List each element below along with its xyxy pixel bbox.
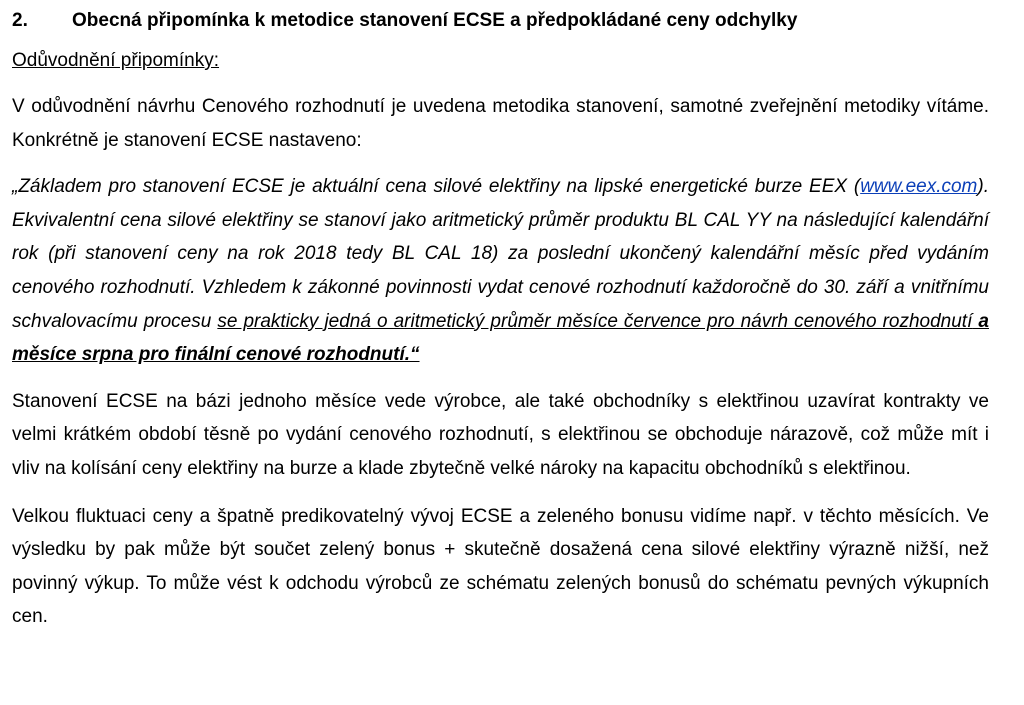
quote-bold-underlined-text: a měsíce srpna pro finální cenové rozhodnutí.“: [12, 310, 989, 366]
quote-text-start: „Základem pro stanovení ECSE je aktuální cena silové elektřiny na lipské energetické burze EEX (: [12, 176, 861, 198]
justification-subheading: Odůvodnění připomínky:: [12, 50, 220, 71]
methodology-quote: [12, 170, 989, 372]
body-paragraph-ecse: Stanovení ECSE na bázi jednoho měsíce vede výrobce, ale také obchodníky s elektřinou uzavírat kontrakty ve velmi krátkém období těsně po vydání cenového rozhodnutí, s elektřinou se obchoduje nárazově, což může mít i vliv na kolísání ceny elektřiny na burze a klade zbytečně velké nároky na kapacitu obchodníků s elektřinou.: [12, 390, 989, 479]
eex-link[interactable]: www.eex.com: [860, 176, 978, 198]
body-paragraph-fluctuation: Velkou fluktuaci ceny a špatně predikovatelný vývoj ECSE a zeleného bonusu vidíme např. v těchto měsících. Ve výsledku by pak může být součet zelený bonus + skutečně dosažená cena silové elektřiny výrazně nižší, než povinný výkup. To může vést k odchodu výrobců ze schématu zelených bonusů do schématu pevných výkupních cen.: [12, 505, 989, 628]
quote-text-middle: ). Ekvivalentní cena silové elektřiny se stanoví jako aritmetický průměr produktu BL CAL YY na následující kalendářní rok (při stanovení ceny na rok 2018 tedy BL CAL 18) za poslední ukončený kalendářní měsíc před vydáním cenového rozhodnutí. Vzhledem k zákonné povinnosti vydat cenové rozhodnutí každoročně do 30. září a vnitřnímu schvalovacímu procesu: [12, 176, 989, 332]
section-title: Obecná připomínka k metodice stanovení ECSE a předpokládané ceny odchylky: [72, 10, 798, 31]
section-number: 2.: [12, 10, 28, 31]
section-heading: [12, 8, 989, 34]
quote-underlined-text: se prakticky jedná o aritmetický průměr měsíce července pro návrh cenového rozhodnutí: [217, 310, 973, 332]
intro-paragraph: V odůvodnění návrhu Cenového rozhodnutí je uvedena metodika stanovení, samotné zveřejnění metodiky vítáme. Konkrétně je stanovení ECSE nastaveno:: [12, 96, 989, 151]
